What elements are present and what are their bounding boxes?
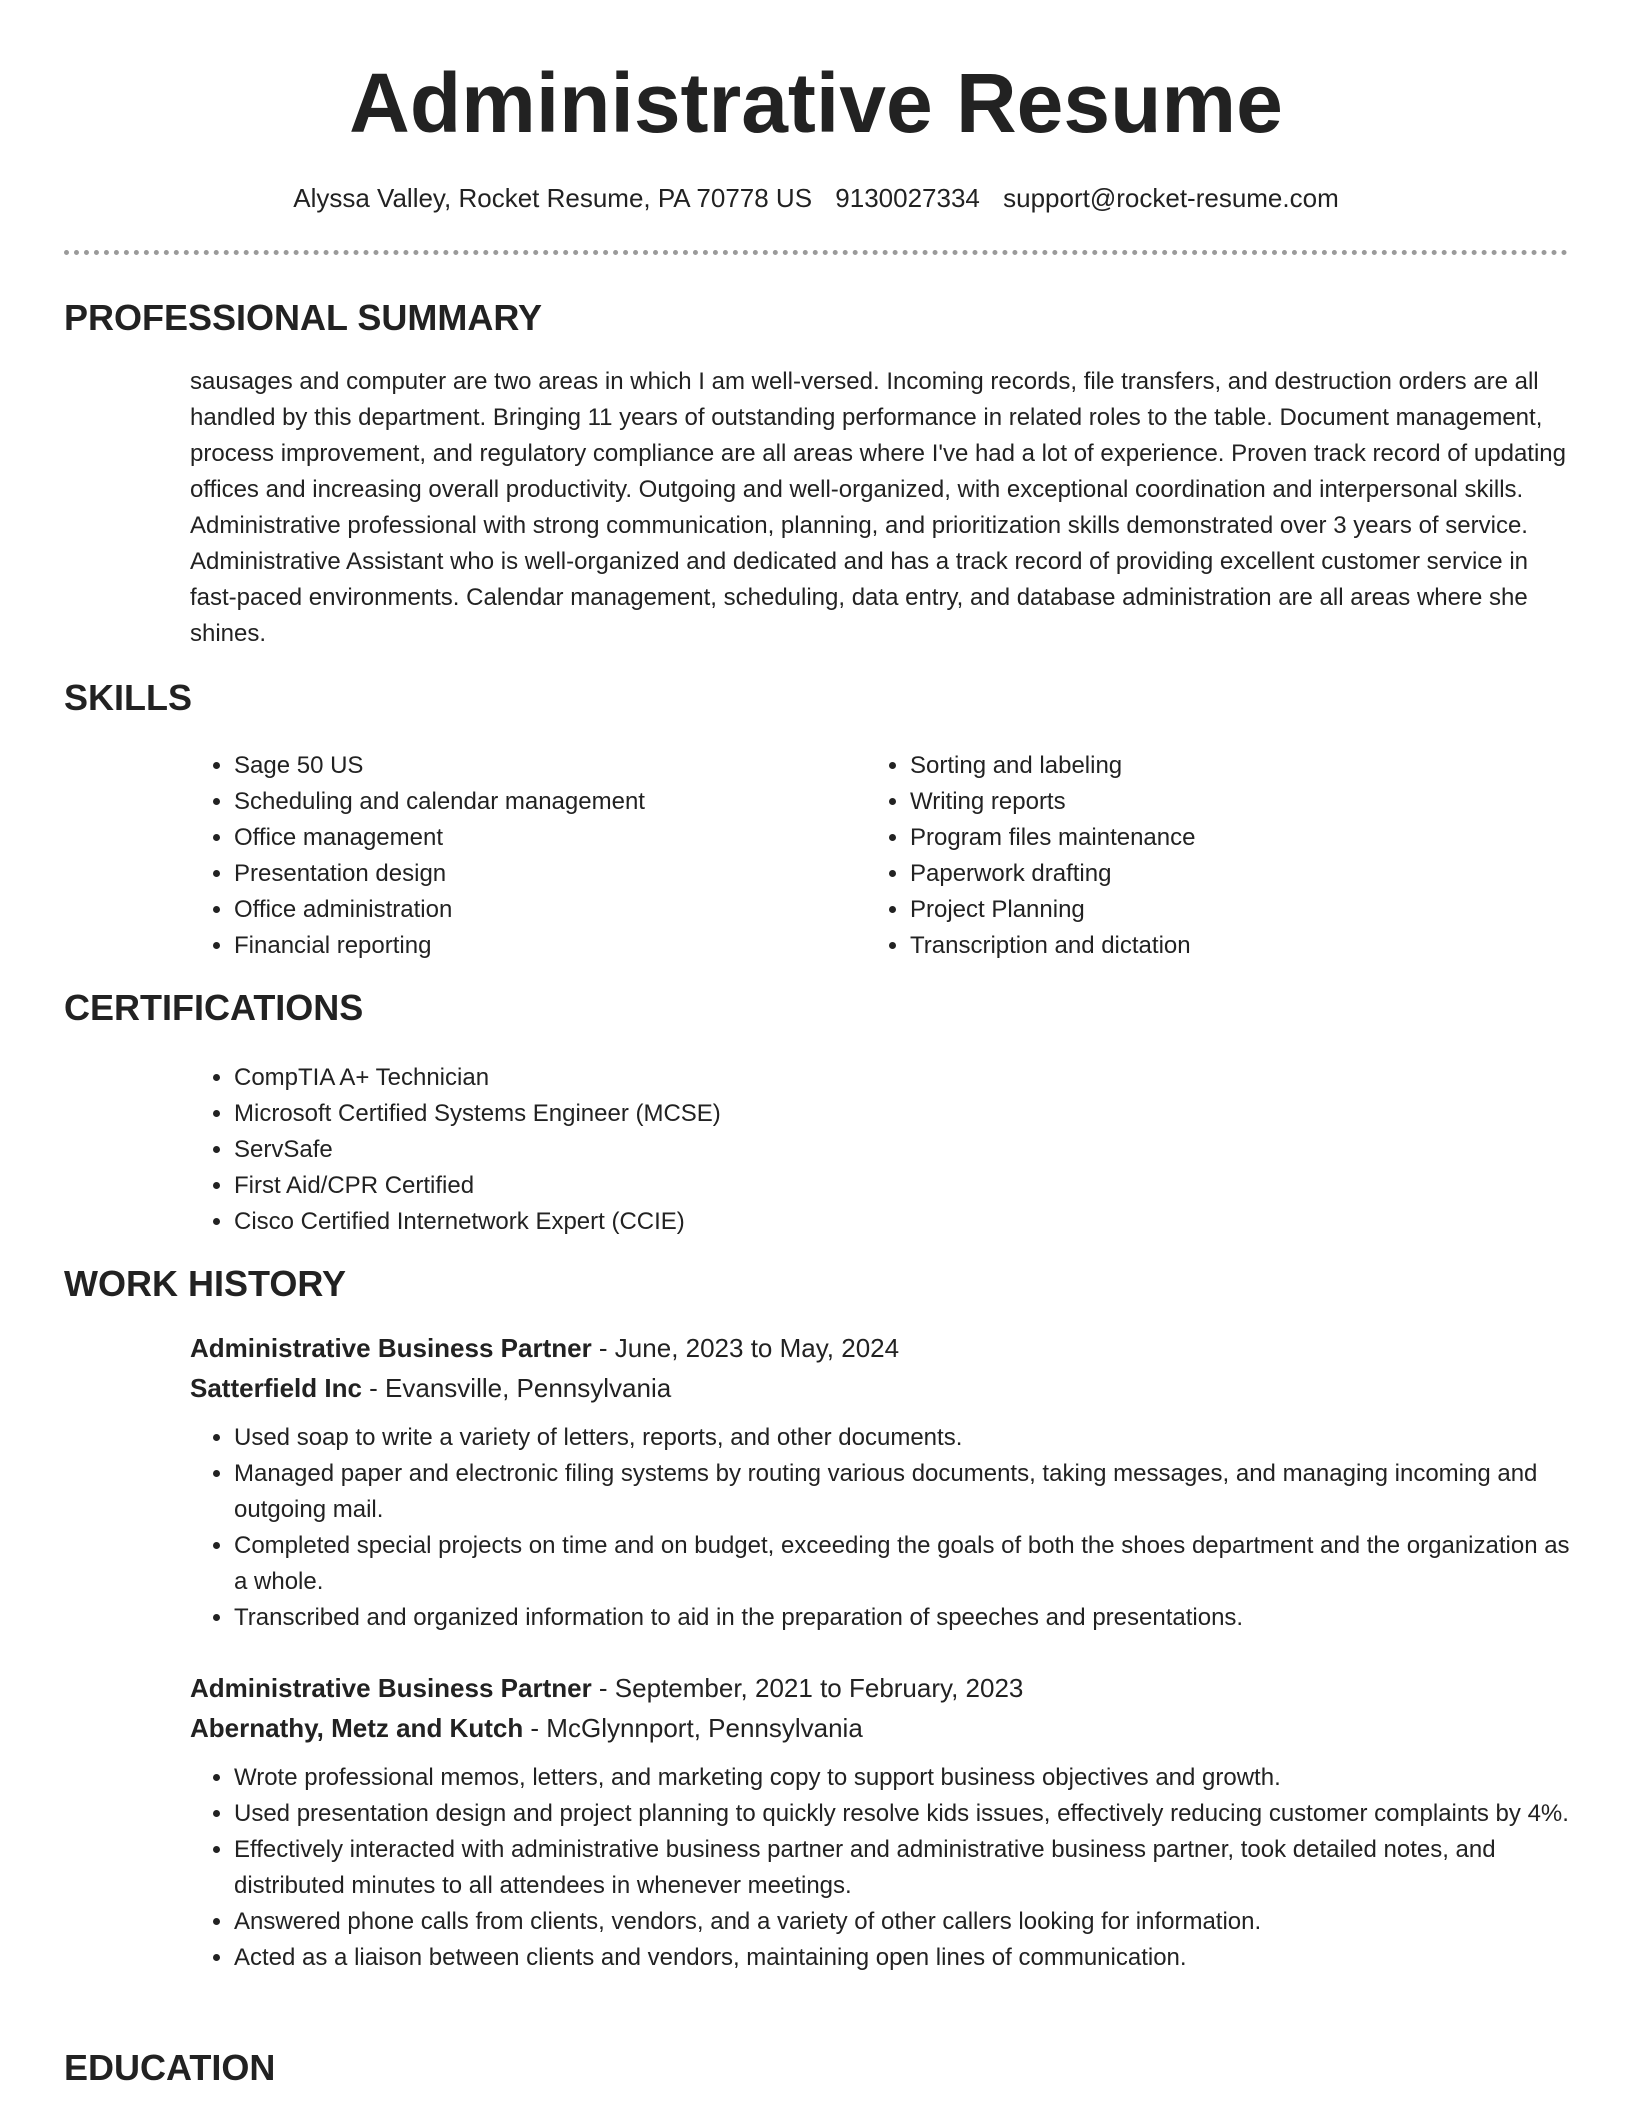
job-duty: • Managed paper and electronic filing systems by routing various documents, taking messages, and managing incoming and outgoing mail.	[234, 1456, 1570, 1528]
job-duties-list	[190, 1760, 1570, 1976]
resume-title: Administrative Resume	[349, 56, 1283, 150]
skill-item: • Scheduling and calendar management	[234, 784, 830, 820]
contact-phone: 9130027334	[835, 183, 980, 213]
header-divider	[64, 250, 1568, 255]
job-duty: • Used soap to write a variety of letters, reports, and other documents.	[234, 1420, 1570, 1456]
job-duties-list	[190, 1420, 1570, 1636]
skill-item: • Project Planning	[910, 892, 1506, 928]
skill-item: • Presentation design	[234, 856, 830, 892]
contact-address: Alyssa Valley, Rocket Resume, PA 70778 US	[293, 183, 813, 213]
job-duty: • Completed special projects on time and on budget, exceeding the goals of both the shoes department and the organization as a whole.	[234, 1528, 1570, 1600]
certification-item: • Microsoft Certified Systems Engineer (MCSE)	[234, 1096, 1090, 1132]
skills-heading: SKILLS	[64, 677, 193, 718]
job-company-line	[190, 1368, 1570, 1408]
skills-column-right	[866, 748, 1506, 964]
skill-item: • Sorting and labeling	[910, 748, 1506, 784]
skill-item: • Writing reports	[910, 784, 1506, 820]
job-location: - McGlynnport, Pennsylvania	[523, 1713, 863, 1743]
job-duty: • Effectively interacted with administrative business partner and administrative business partner, took detailed notes, and distributed minutes to all attendees in whenever meetings.	[234, 1832, 1570, 1904]
skill-item: • Program files maintenance	[910, 820, 1506, 856]
certifications-list	[190, 1060, 1090, 1240]
job-title: Administrative Business Partner	[190, 1673, 592, 1703]
skills-list-right	[866, 748, 1506, 964]
skills-list-left	[190, 748, 830, 964]
job-company: Satterfield Inc	[190, 1373, 362, 1403]
job-title-line	[190, 1328, 1570, 1368]
job-duties	[190, 1760, 1570, 1976]
skills-column-left	[190, 748, 830, 964]
summary-text: sausages and computer are two areas in which I am well-versed. Incoming records, file transfers, and destruction orders are all handled by this department. Bringing 11 years of outstanding performance in related roles to the table. Document management, process improvement, and regulatory compliance are all areas where I've had a lot of experience. Proven track record of updating offices and increasing overall productivity. Outgoing and well-organized, with exceptional coordination and interpersonal skills. Administrative professional with strong communication, planning, and prioritization skills demonstrated over 3 years of service. Administrative Assistant who is well-organized and dedicated and has a track record of providing excellent customer service in fast-paced environments. Calendar management, scheduling, data entry, and database administration are all areas where she shines.	[190, 368, 1566, 647]
certification-item: • CompTIA A+ Technician	[234, 1060, 1090, 1096]
job-dates: - June, 2023 to May, 2024	[591, 1333, 900, 1363]
job-title: Administrative Business Partner	[190, 1333, 592, 1363]
skill-item: • Sage 50 US	[234, 748, 830, 784]
skill-item: • Office administration	[234, 892, 830, 928]
job-location: - Evansville, Pennsylvania	[361, 1373, 672, 1403]
job-duty: • Wrote professional memos, letters, and marketing copy to support business objectives and growth.	[234, 1760, 1570, 1796]
job-dates: - September, 2021 to February, 2023	[591, 1673, 1024, 1703]
certification-item: • Cisco Certified Internetwork Expert (CCIE)	[234, 1204, 1090, 1240]
certifications-heading: CERTIFICATIONS	[64, 987, 364, 1028]
skill-item: • Transcription and dictation	[910, 928, 1506, 964]
job-duty: • Acted as a liaison between clients and vendors, maintaining open lines of communication.	[234, 1940, 1570, 1976]
certification-item: • First Aid/CPR Certified	[234, 1168, 1090, 1204]
certifications-block	[190, 1060, 1090, 1240]
job-duty: • Answered phone calls from clients, vendors, and a variety of other callers looking for information.	[234, 1904, 1570, 1940]
certification-item: • ServSafe	[234, 1132, 1090, 1168]
skill-item: • Paperwork drafting	[910, 856, 1506, 892]
contact-line	[0, 180, 1632, 216]
job-duty: • Used presentation design and project planning to quickly resolve kids issues, effectively reducing customer complaints by 4%.	[234, 1796, 1570, 1832]
skill-item: • Office management	[234, 820, 830, 856]
job-title-line	[190, 1668, 1570, 1708]
skill-item: • Financial reporting	[234, 928, 830, 964]
job-company-line	[190, 1708, 1570, 1748]
contact-email: support@rocket-resume.com	[1003, 183, 1339, 213]
work-history-heading: WORK HISTORY	[64, 1263, 347, 1304]
education-heading: EDUCATION	[64, 2047, 276, 2088]
summary-heading: PROFESSIONAL SUMMARY	[64, 297, 543, 338]
job-duty: • Transcribed and organized information to aid in the preparation of speeches and presentations.	[234, 1600, 1570, 1636]
job-duties	[190, 1420, 1570, 1636]
job-company: Abernathy, Metz and Kutch	[190, 1713, 524, 1743]
